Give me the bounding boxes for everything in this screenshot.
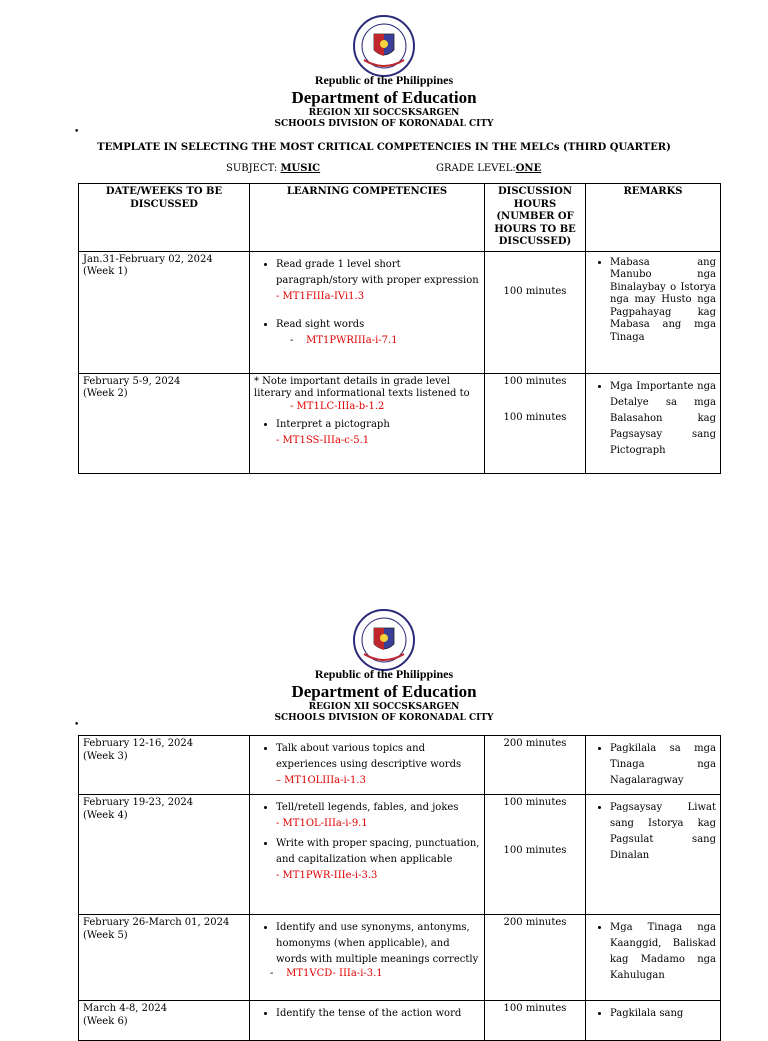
- table-row: [79, 795, 721, 915]
- date-range: March 4-8, 2024: [83, 1003, 168, 1014]
- date-cell: [79, 1001, 250, 1041]
- subject-line: [226, 163, 320, 174]
- table-row: [79, 736, 721, 795]
- hours-cell: [485, 1001, 586, 1041]
- hours-cell: [485, 736, 586, 795]
- week-label: (Week 5): [83, 929, 128, 941]
- col-header-remarks: REMARKS: [586, 184, 721, 252]
- remarks-cell: [586, 915, 721, 1001]
- grade-line: [436, 163, 541, 174]
- table-row: [79, 1001, 721, 1041]
- competency-code: - MT1LC-IIIa-b-1.2: [290, 400, 385, 412]
- table-header-row: [79, 184, 721, 252]
- competency-item: [276, 1006, 480, 1022]
- deped-seal-logo: [352, 14, 416, 78]
- division-text: SCHOOLS DIVISION OF KORONADAL CITY: [274, 119, 494, 129]
- competency-code-line: - MT1VCD- IIIa-i-3.1: [270, 968, 383, 979]
- col-header-date: DATE/WEEKS TO BE DISCUSSED: [79, 184, 250, 252]
- department-title: Department of Education: [291, 88, 477, 107]
- competency-code: – MT1OLIIIa-i-1.3: [276, 775, 366, 786]
- competency-code: - MT1SS-IIIa-c-5.1: [276, 435, 370, 446]
- col-header-hours: DISCUSSION HOURS (NUMBER OF HOURS TO BE DISCUSSED): [485, 184, 586, 252]
- date-range: February 5-9, 2024: [83, 375, 181, 387]
- competency-text: Write with proper spacing, punctuation, and capitalization when applicable: [276, 838, 480, 865]
- hours-value: 100 minutes: [503, 1003, 567, 1014]
- week-label: (Week 6): [83, 1015, 128, 1027]
- competency-table-page2: [78, 735, 721, 1041]
- remarks-text: • Mga Tinaga nga Kaanggid, Baliskad kag Madamo nga Kahulugan: [610, 920, 716, 984]
- stray-bullet: •: [74, 720, 80, 730]
- week-label: (Week 3): [83, 750, 128, 762]
- competency-code: - MT1FIIIa-IVi1.3: [276, 290, 365, 302]
- competency-item: [276, 920, 480, 968]
- hours-value: 100 minutes: [503, 412, 567, 423]
- competency-item: [276, 741, 480, 789]
- table-row: [79, 915, 721, 1001]
- competency-text: Talk about various topics and experiences using descriptive words: [276, 743, 462, 770]
- remarks-text: • Pagkilala sa mga Tinaga nga Nagalaragway: [610, 741, 716, 789]
- remarks-text: • Mabasa ang Manubo nga Binalaybay o Istorya nga may Husto nga Pagpahayag kag Mabasa ang mga Tinaga: [610, 257, 716, 345]
- deped-seal-logo: [352, 608, 416, 672]
- remarks-cell: [586, 795, 721, 915]
- competency-item: [276, 257, 480, 305]
- table-row: [79, 373, 721, 473]
- document-title: TEMPLATE IN SELECTING THE MOST CRITICAL COMPETENCIES IN THE MELCs (THIRD QUARTER): [97, 142, 671, 153]
- date-range: February 12-16, 2024: [83, 738, 194, 749]
- competency-cell: [250, 915, 485, 1001]
- competency-code: - MT1OL-IIIa-i-9.1: [276, 818, 368, 829]
- week-label: (Week 4): [83, 809, 128, 821]
- competency-cell: [250, 736, 485, 795]
- date-cell: [79, 373, 250, 473]
- remarks-cell: [586, 736, 721, 795]
- competency-text: Identify and use synonyms, antonyms, homonyms (when applicable), and words with multiple meanings correctly: [276, 922, 479, 965]
- date-range: February 19-23, 2024: [83, 797, 194, 808]
- hours-value: 100 minutes: [503, 285, 567, 297]
- hours-value: 100 minutes: [503, 844, 567, 856]
- competency-item: [276, 836, 480, 884]
- hours-cell: [485, 373, 586, 473]
- col-header-competencies: LEARNING COMPETENCIES: [250, 184, 485, 252]
- date-cell: [79, 251, 250, 373]
- hours-value: 200 minutes: [503, 738, 567, 749]
- republic-text: Republic of the Philippines: [314, 73, 454, 87]
- hours-cell: [485, 915, 586, 1001]
- competency-item: [276, 417, 480, 449]
- remarks-cell: [586, 251, 721, 373]
- subject-label: SUBJECT:: [226, 163, 278, 174]
- hours-value: 100 minutes: [503, 375, 567, 387]
- date-cell: [79, 736, 250, 795]
- competency-code: MT1VCD- IIIa-i-3.1: [286, 968, 383, 979]
- hours-value: 100 minutes: [503, 797, 567, 808]
- week-label: (Week 1): [83, 266, 128, 277]
- competency-text: Identify the tense of the action word: [276, 1008, 462, 1019]
- competency-text: * Note important details in grade level literary and informational texts listened to: [254, 375, 470, 399]
- competency-text: Interpret a pictograph: [276, 419, 390, 430]
- division-text: SCHOOLS DIVISION OF KORONADAL CITY: [274, 713, 494, 723]
- competency-cell: [250, 795, 485, 915]
- competency-item: [276, 800, 480, 832]
- date-cell: [79, 795, 250, 915]
- competency-code: MT1PWRIIIa-i-7.1: [306, 334, 398, 346]
- table-row: [79, 251, 721, 373]
- competency-table-page1: [78, 183, 721, 474]
- competency-cell: [250, 1001, 485, 1041]
- stray-bullet: •: [74, 127, 80, 137]
- competency-cell: [250, 373, 485, 473]
- hours-cell: [485, 251, 586, 373]
- republic-text: Republic of the Philippines: [314, 667, 454, 681]
- competency-code: - MT1PWR-IIIe-i-3.3: [276, 870, 378, 881]
- competency-text: Read sight words: [276, 318, 365, 330]
- competency-text: Read grade 1 level short paragraph/story with proper expression: [276, 258, 479, 286]
- remarks-text: • Pagkilala sang: [610, 1006, 716, 1022]
- remarks-cell: [586, 373, 721, 473]
- department-title: Department of Education: [291, 682, 477, 701]
- competency-cell: [250, 251, 485, 373]
- date-range: Jan.31-February 02, 2024: [83, 253, 213, 265]
- week-label: (Week 2): [83, 388, 128, 399]
- hours-value: 200 minutes: [503, 917, 567, 928]
- competency-item: [276, 317, 480, 333]
- remarks-cell: [586, 1001, 721, 1041]
- competency-text: Tell/retell legends, fables, and jokes: [276, 802, 459, 813]
- region-text: REGION XII SOCCSKSARGEN: [308, 108, 460, 118]
- remarks-text: • Mga Importante nga Detalye sa mga Balasahon kag Pagsaysay sang Pictograph: [610, 379, 716, 459]
- date-range: February 26-March 01, 2024: [83, 917, 230, 928]
- hours-cell: [485, 795, 586, 915]
- date-cell: [79, 915, 250, 1001]
- remarks-text: • Pagsaysay Liwat sang Istorya kag Pagsulat sang Dinalan: [610, 800, 716, 864]
- region-text: REGION XII SOCCSKSARGEN: [308, 702, 460, 712]
- subject-value: MUSIC: [280, 163, 321, 174]
- grade-value: ONE: [515, 163, 542, 174]
- grade-label: GRADE LEVEL:: [436, 163, 516, 174]
- competency-code-line: - MT1PWRIIIa-i-7.1: [290, 334, 398, 346]
